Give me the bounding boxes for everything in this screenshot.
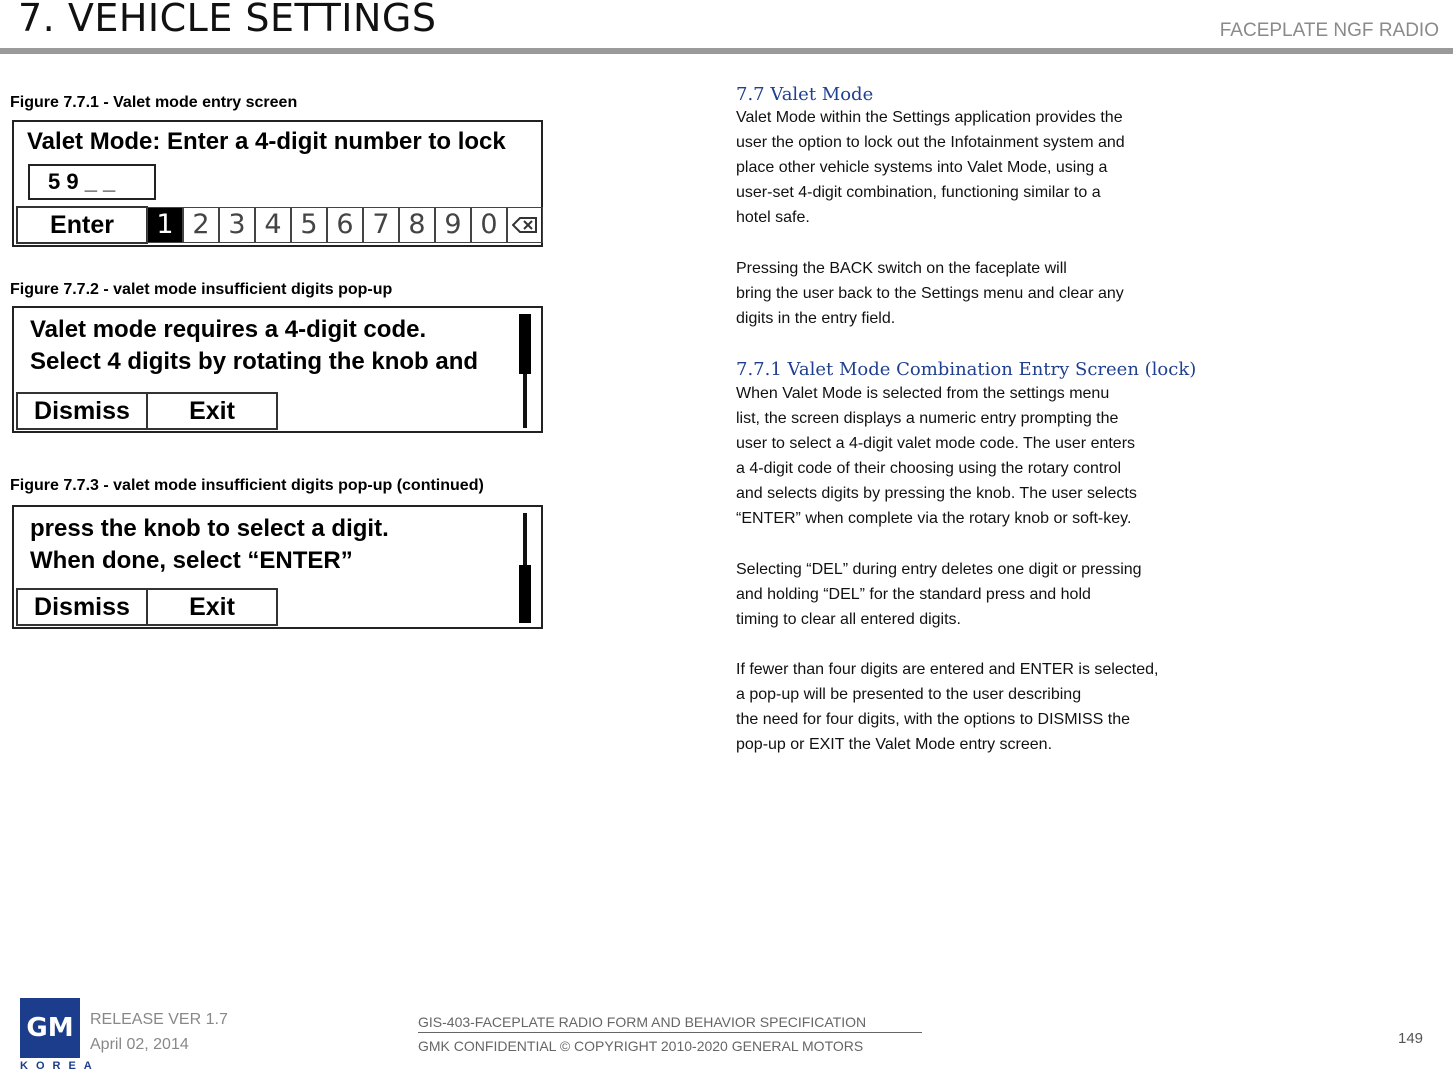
popup-message-line-2: Select 4 digits by rotating the knob and xyxy=(30,348,479,375)
code-entry-field[interactable]: 5 9 _ _ xyxy=(28,164,156,200)
release-version: RELEASE VER 1.7 xyxy=(90,1011,228,1028)
text-line: and selects digits by pressing the knob. The user selects xyxy=(736,485,1137,502)
digit-key-1[interactable]: 1 xyxy=(147,207,183,243)
figure-3-caption: Figure 7.7.3 - valet mode insufficient digits pop-up (continued) xyxy=(10,477,484,494)
text-line: Pressing the BACK switch on the faceplate will xyxy=(736,260,1067,277)
digit-key-4[interactable]: 4 xyxy=(255,207,291,243)
spec-title: GIS-403-FACEPLATE RADIO FORM AND BEHAVIOR SPECIFICATION xyxy=(418,1014,922,1033)
text-line: bring the user back to the Settings menu and clear any xyxy=(736,285,1124,302)
insufficient-digits-popup-continued xyxy=(12,505,543,629)
valet-entry-screen xyxy=(12,120,543,247)
document-label: FACEPLATE NGF RADIO xyxy=(1219,20,1439,41)
digit-keypad xyxy=(147,207,543,243)
header-rule xyxy=(0,48,1453,54)
digit-key-8[interactable]: 8 xyxy=(399,207,435,243)
text-line: user to select a 4-digit valet mode code. The user enters xyxy=(736,435,1136,452)
digit-key-0[interactable]: 0 xyxy=(471,207,507,243)
text-line: If fewer than four digits are entered and ENTER is selected, xyxy=(736,661,1159,678)
text-line: Valet Mode within the Settings application provides the xyxy=(736,109,1123,126)
page-number: 149 xyxy=(1398,1030,1424,1047)
text-line: the need for four digits, with the options to DISMISS the xyxy=(736,711,1130,728)
valet-entry-prompt: Valet Mode: Enter a 4-digit number to lock xyxy=(27,128,506,155)
backspace-icon xyxy=(512,217,538,233)
paragraph-valet-intro xyxy=(736,105,1125,230)
text-line: “ENTER” when complete via the rotary knob or soft-key. xyxy=(736,510,1132,527)
figure-2-caption: Figure 7.7.2 - valet mode insufficient digits pop-up xyxy=(10,281,393,298)
delete-key[interactable] xyxy=(507,207,543,243)
text-line: user the option to lock out the Infotainment system and xyxy=(736,134,1125,151)
paragraph-entry-screen xyxy=(736,381,1137,531)
text-line: a 4-digit code of their choosing using the rotary control xyxy=(736,460,1122,477)
dismiss-button[interactable]: Dismiss xyxy=(16,392,148,430)
page-title: 7. VEHICLE SETTINGS xyxy=(18,0,437,40)
exit-button[interactable]: Exit xyxy=(146,392,278,430)
paragraph-back-switch xyxy=(736,256,1124,331)
digit-key-6[interactable]: 6 xyxy=(327,207,363,243)
scrollbar-thumb[interactable] xyxy=(519,314,531,374)
text-line: When Valet Mode is selected from the settings menu xyxy=(736,385,1110,402)
paragraph-delete xyxy=(736,557,1142,632)
confidential-notice: GMK CONFIDENTIAL © COPYRIGHT 2010-2020 GENERAL MOTORS xyxy=(418,1038,864,1054)
text-line: and holding “DEL” for the standard press and hold xyxy=(736,586,1091,603)
text-line: timing to clear all entered digits. xyxy=(736,611,961,628)
digit-key-3[interactable]: 3 xyxy=(219,207,255,243)
section-heading-valet-mode: 7.7 Valet Mode xyxy=(736,84,874,105)
text-line: Selecting “DEL” during entry deletes one digit or pressing xyxy=(736,561,1142,578)
popup-message-line-2: When done, select “ENTER” xyxy=(30,547,353,574)
digit-key-9[interactable]: 9 xyxy=(435,207,471,243)
paragraph-insufficient-digits xyxy=(736,657,1158,757)
gm-logo: GM xyxy=(20,998,80,1058)
exit-button[interactable]: Exit xyxy=(146,588,278,626)
enter-button[interactable]: Enter xyxy=(16,206,148,244)
text-line: hotel safe. xyxy=(736,209,810,226)
digit-key-2[interactable]: 2 xyxy=(183,207,219,243)
figure-1-caption: Figure 7.7.1 - Valet mode entry screen xyxy=(10,94,298,111)
text-line: place other vehicle systems into Valet Mode, using a xyxy=(736,159,1108,176)
popup-message-line-1: Valet mode requires a 4-digit code. xyxy=(30,316,427,343)
text-line: a pop-up will be presented to the user describing xyxy=(736,686,1082,703)
dismiss-button[interactable]: Dismiss xyxy=(16,588,148,626)
text-line: user-set 4-digit combination, functioning similar to a xyxy=(736,184,1101,201)
digit-key-5[interactable]: 5 xyxy=(291,207,327,243)
insufficient-digits-popup xyxy=(12,306,543,433)
digit-key-7[interactable]: 7 xyxy=(363,207,399,243)
scrollbar-thumb[interactable] xyxy=(519,565,531,623)
section-heading-combination-entry: 7.7.1 Valet Mode Combination Entry Screen (lock) xyxy=(736,359,1197,380)
popup-message-line-1: press the knob to select a digit. xyxy=(30,515,389,542)
text-line: list, the screen displays a numeric entry prompting the xyxy=(736,410,1119,427)
gm-korea-wordmark: KOREA xyxy=(20,1060,100,1072)
text-line: pop-up or EXIT the Valet Mode entry screen. xyxy=(736,736,1053,753)
release-date: April 02, 2014 xyxy=(90,1036,189,1053)
text-line: digits in the entry field. xyxy=(736,310,896,327)
